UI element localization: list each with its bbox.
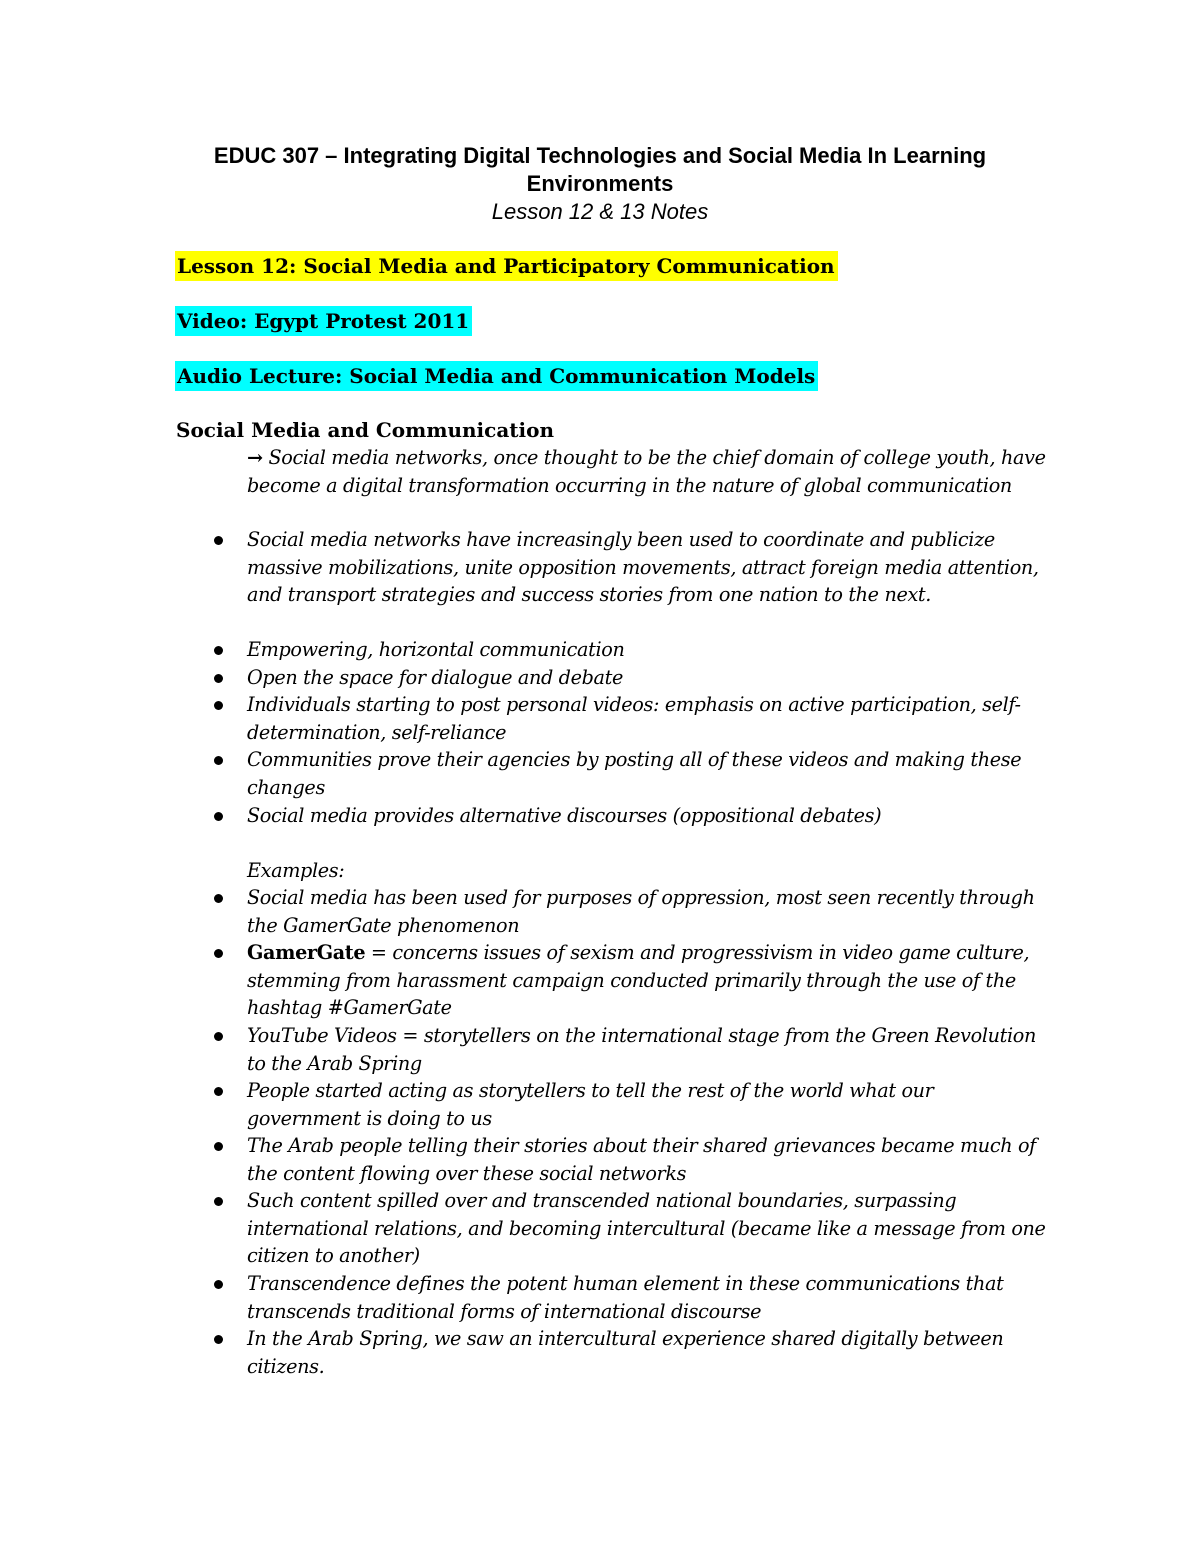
- list-item: Such content spilled over and transcended national boundaries, surpassing international relations, and becoming intercultural (became like a message from one citizen to another): [247, 1189, 1046, 1267]
- list-item: Open the space for dialogue and debate: [247, 666, 623, 689]
- list-item: YouTube Videos = storytellers on the international stage from the Green Revolution to the Arab Spring: [247, 1024, 1036, 1075]
- audio-lecture-heading: Audio Lecture: Social Media and Communication Models: [175, 361, 818, 391]
- bullet-icon: [214, 701, 223, 710]
- gamergate-term: GamerGate: [247, 941, 366, 964]
- bullet-icon: [214, 1087, 223, 1096]
- list-item: People started acting as storytellers to tell the rest of the world what our government is doing to us: [247, 1079, 934, 1130]
- document-title-line1: EDUC 307 – Integrating Digital Technologies and Social Media In Learning: [213, 143, 987, 168]
- title-block: [150, 142, 1050, 226]
- examples-label: Examples:: [247, 859, 345, 882]
- bullet-icon: [214, 1335, 223, 1344]
- bullet-icon: [214, 1032, 223, 1041]
- gamergate-definition: concerns issues of sexism and progressivism in video game culture, stemming from harassment campaign conducted primarily through the use of the hashtag #GamerGate: [247, 941, 1030, 1019]
- document-subtitle: Lesson 12 & 13 Notes: [491, 199, 709, 224]
- bullet-icon: [214, 1280, 223, 1289]
- list-item: Transcendence defines the potent human element in these communications that transcends traditional forms of international discourse: [247, 1272, 1004, 1323]
- list-item: Social media has been used for purposes of oppression, most seen recently through the GamerGate phenomenon: [247, 886, 1035, 937]
- intro-paragraph: [247, 444, 1047, 499]
- lesson-heading: Lesson 12: Social Media and Participatory Communication: [175, 251, 838, 281]
- list-item: Empowering, horizontal communication: [247, 638, 625, 661]
- gamergate-separator: =: [365, 941, 393, 964]
- intro-text: Social media networks, once thought to be the chief domain of college youth, have become a digital transformation occurring in the nature of global communication: [247, 446, 1046, 497]
- bullet-icon: [214, 1142, 223, 1151]
- video-heading: Video: Egypt Protest 2011: [175, 306, 472, 336]
- list-item: Communities prove their agencies by posting all of these videos and making these changes: [247, 748, 1022, 799]
- bullet-icon: [214, 674, 223, 683]
- document-title-line2: Environments: [526, 171, 674, 196]
- bullet-icon: [214, 536, 223, 545]
- arrow-right-icon: →: [247, 446, 263, 469]
- list-item-gamergate: [247, 939, 1047, 1022]
- bullet-icon: [214, 756, 223, 765]
- list-item: Social media networks have increasingly been used to coordinate and publicize massive mobilizations, unite opposition movements, attract foreign media attention, and transport strategies and success stories from one nation to the next.: [247, 528, 1039, 606]
- list-item: Social media provides alternative discourses (oppositional debates): [247, 804, 882, 827]
- bullet-icon: [214, 949, 223, 958]
- bullet-icon: [214, 812, 223, 821]
- list-item: In the Arab Spring, we saw an intercultural experience shared digitally between citizens.: [247, 1327, 1004, 1378]
- list-item: The Arab people telling their stories about their shared grievances became much of the content flowing over these social networks: [247, 1134, 1036, 1185]
- bullet-icon: [214, 894, 223, 903]
- bullet-icon: [214, 646, 223, 655]
- bullet-icon: [214, 1197, 223, 1206]
- list-item: Individuals starting to post personal videos: emphasis on active participation, self-determination, self-reliance: [247, 693, 1021, 744]
- section-heading: Social Media and Communication: [176, 418, 555, 442]
